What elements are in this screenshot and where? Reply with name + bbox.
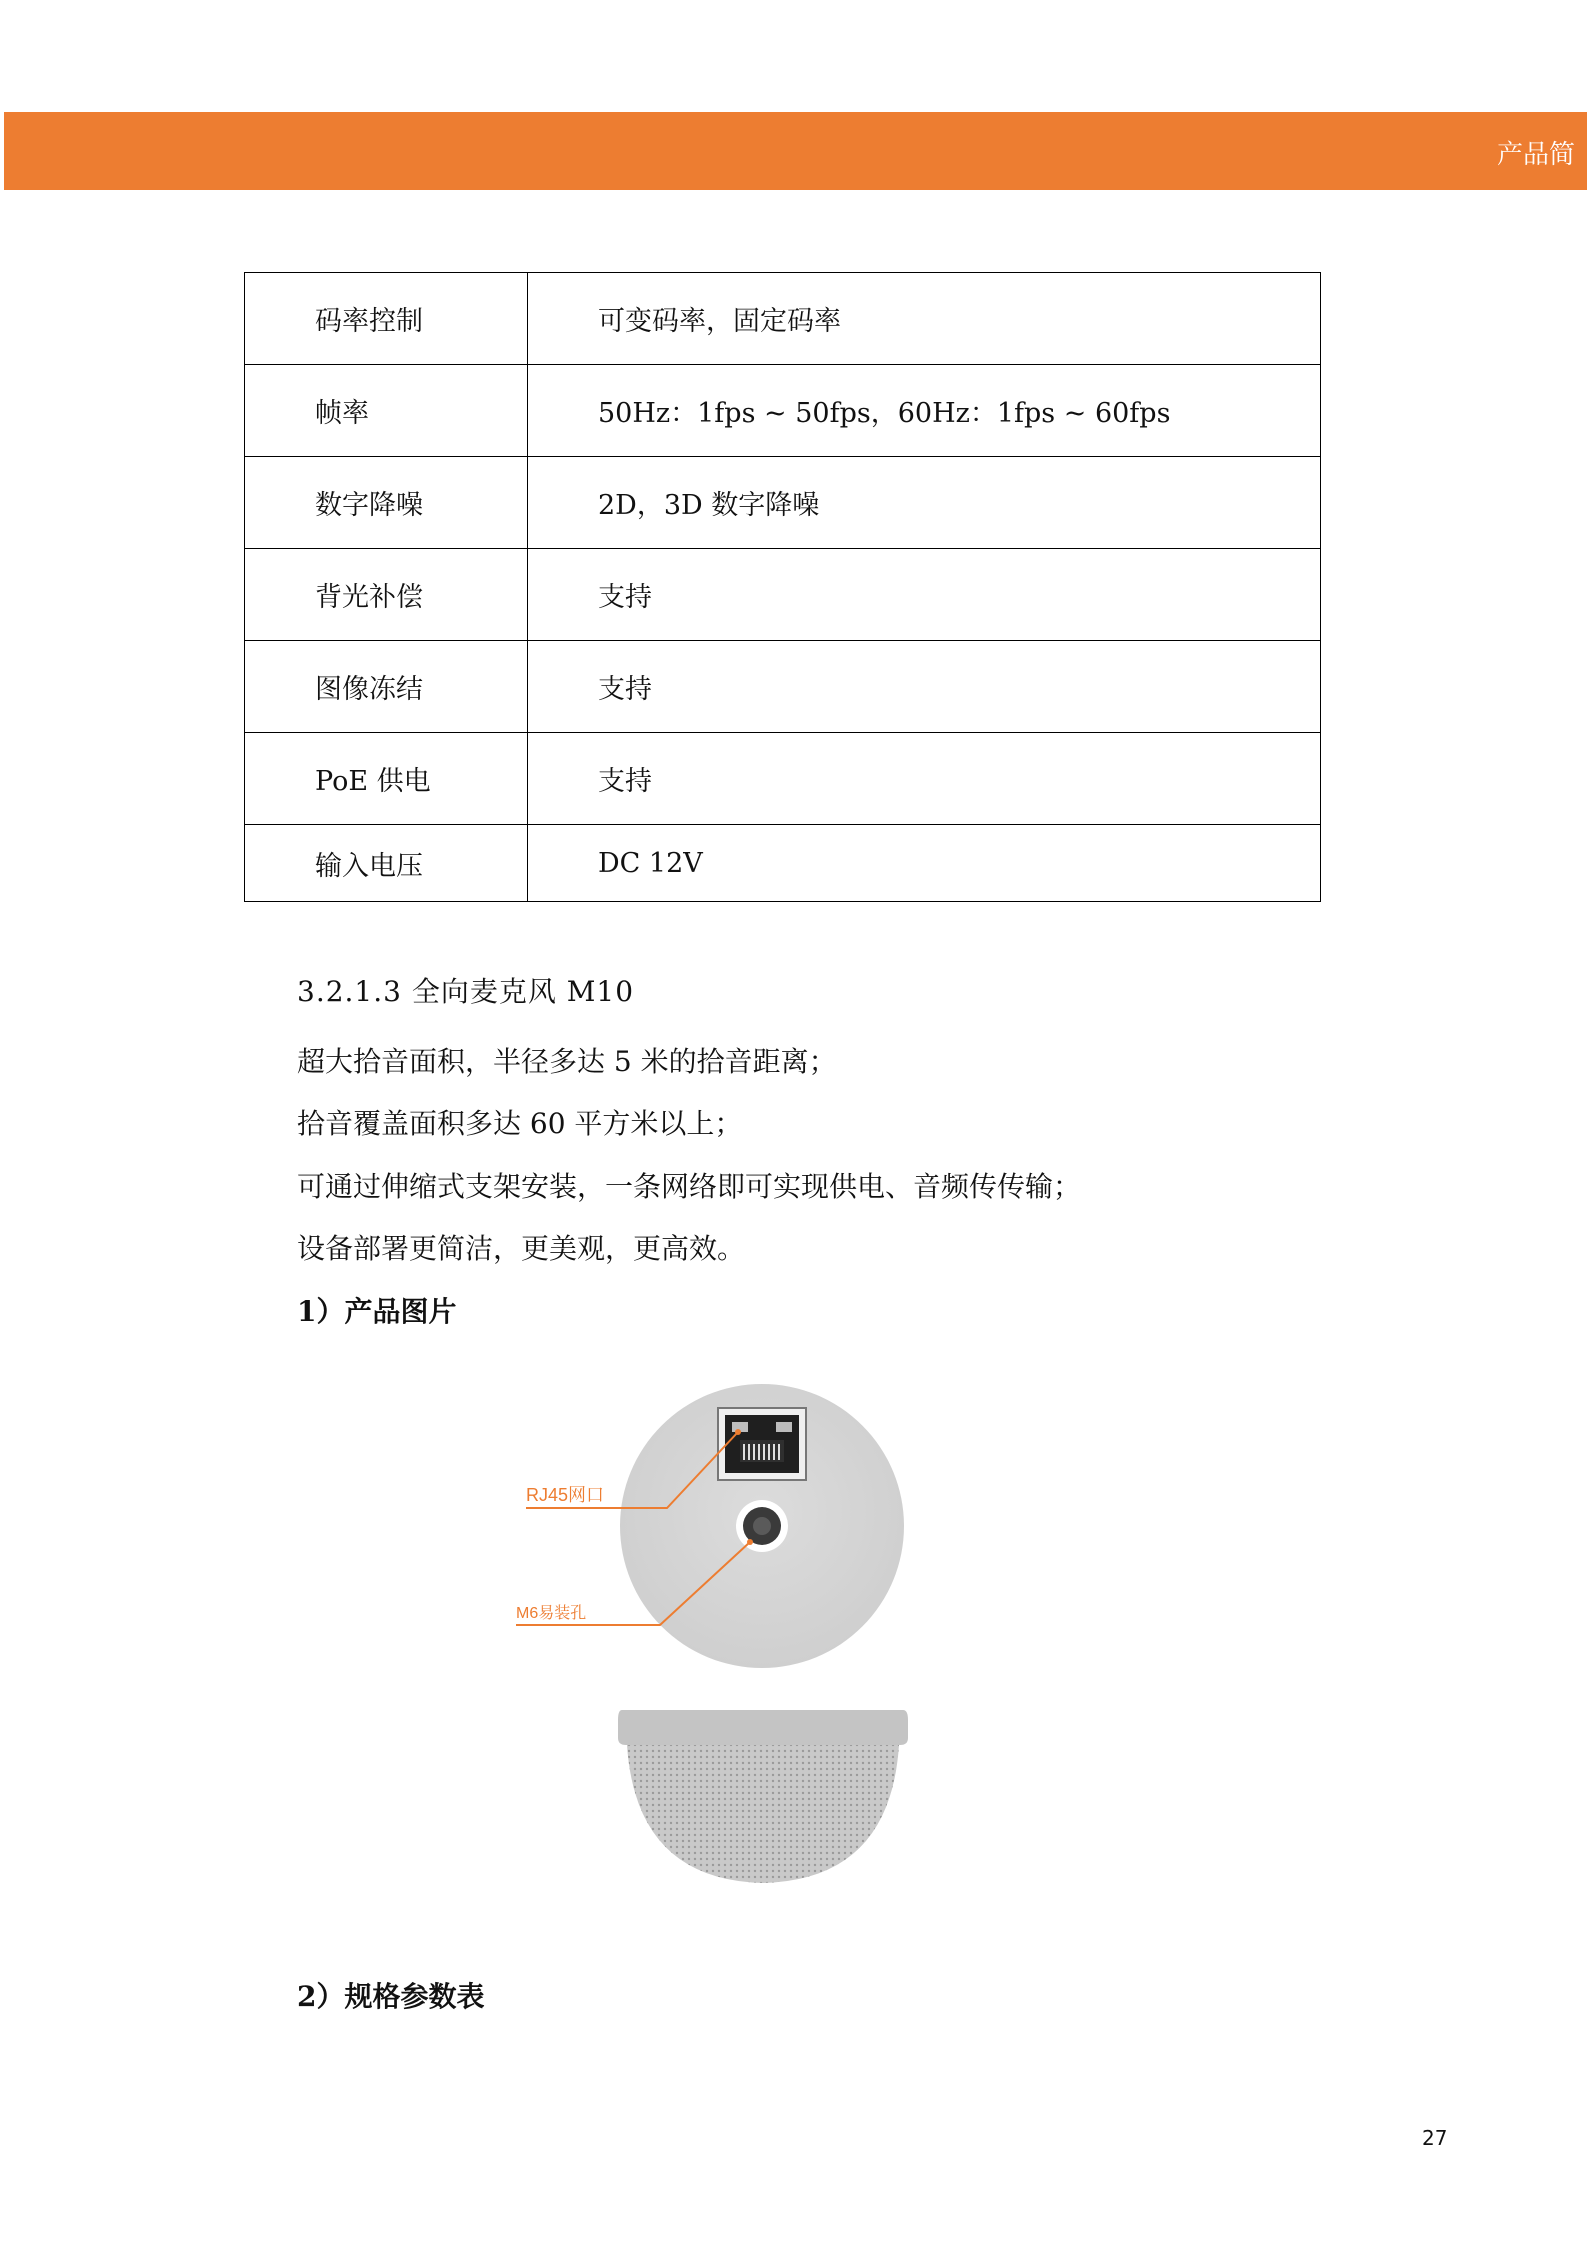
row-label: PoE 供电 <box>245 733 528 825</box>
row-value: 50Hz：1fps ~ 50fps，60Hz：1fps ~ 60fps <box>528 365 1321 457</box>
page-number: 27 <box>1422 2126 1448 2150</box>
subheading-spec-table: 2）规格参数表 <box>297 1980 485 2013</box>
section-heading: 3.2.1.3 全向麦克风 M10 <box>297 975 635 1008</box>
header-bar <box>4 112 1587 190</box>
table-row <box>245 457 1321 549</box>
row-value: 2D，3D 数字降噪 <box>528 457 1321 549</box>
table-row <box>245 825 1321 902</box>
row-label: 数字降噪 <box>245 457 528 549</box>
table-row <box>245 273 1321 365</box>
m6-hole-icon <box>736 1500 788 1552</box>
row-label: 帧率 <box>245 365 528 457</box>
paragraph: 超大拾音面积，半径多达 5 米的拾音距离； <box>297 1045 837 1078</box>
row-label: 图像冻结 <box>245 641 528 733</box>
row-value: 可变码率，固定码率 <box>528 273 1321 365</box>
table-row <box>245 733 1321 825</box>
row-value: 支持 <box>528 733 1321 825</box>
row-value: DC 12V <box>528 825 1321 902</box>
row-label: 输入电压 <box>245 825 528 902</box>
product-image <box>500 1370 940 1900</box>
row-value: 支持 <box>528 641 1321 733</box>
subheading-product-image: 1）产品图片 <box>297 1295 457 1328</box>
row-label: 码率控制 <box>245 273 528 365</box>
row-label: 背光补偿 <box>245 549 528 641</box>
paragraph: 可通过伸缩式支架安装，一条网络即可实现供电、音频传传输； <box>297 1170 1082 1203</box>
spec-table <box>244 272 1321 902</box>
header-title: 产品简 <box>1497 140 1576 168</box>
table-row <box>245 549 1321 641</box>
rj45-port-icon <box>718 1408 806 1480</box>
table-row <box>245 365 1321 457</box>
label-rj45: RJ45网口 <box>526 1485 605 1505</box>
paragraph: 拾音覆盖面积多达 60 平方米以上； <box>297 1107 743 1140</box>
label-m6: M6易装孔 <box>516 1605 587 1622</box>
table-row <box>245 641 1321 733</box>
paragraph: 设备部署更简洁，更美观，更高效。 <box>297 1232 746 1265</box>
row-value: 支持 <box>528 549 1321 641</box>
microphone-side-view <box>618 1710 908 1883</box>
